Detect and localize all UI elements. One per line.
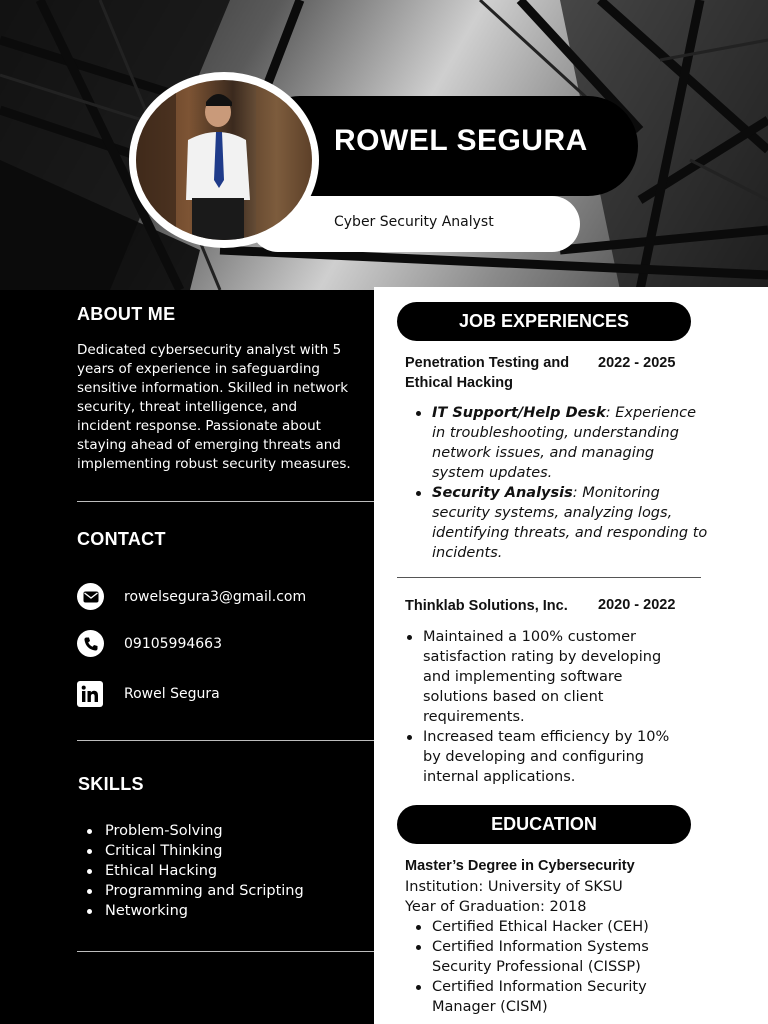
profile-photo <box>136 80 312 240</box>
list-item: Critical Thinking <box>85 841 304 861</box>
linkedin-icon <box>77 681 103 707</box>
education-heading: EDUCATION <box>491 814 597 834</box>
list-item: IT Support/Help Desk: Experience in troubleshooting, understanding network issues, and managing system updates. <box>414 403 709 483</box>
job-1-years: 2022 - 2025 <box>598 355 676 371</box>
skills-heading: SKILLS <box>78 774 144 794</box>
contact-phone-row[interactable] <box>77 630 222 657</box>
person-silhouette-icon <box>136 80 312 240</box>
job-2-years: 2020 - 2022 <box>598 597 676 613</box>
education-institution: Institution: University of SKSU <box>405 879 623 895</box>
divider <box>397 577 701 578</box>
job-1-bullets <box>414 403 709 563</box>
about-heading: ABOUT ME <box>77 304 176 324</box>
phone-icon <box>77 630 104 657</box>
job-2-title: Thinklab Solutions, Inc. <box>405 598 568 614</box>
list-item: Programming and Scripting <box>85 881 304 901</box>
job-experiences-heading: JOB EXPERIENCES <box>458 311 630 331</box>
list-item: Security Analysis: Monitoring security systems, analyzing logs, identifying threats, and responding to incidents. <box>414 483 709 563</box>
contact-email-row[interactable] <box>77 583 307 610</box>
certifications-list <box>414 917 694 1017</box>
list-item: Certified Ethical Hacker (CEH) <box>414 917 694 937</box>
divider <box>77 951 374 952</box>
candidate-job-title: Cyber Security Analyst <box>334 214 494 230</box>
list-item: Networking <box>85 901 304 921</box>
list-item: Problem-Solving <box>85 821 304 841</box>
contact-linkedin[interactable]: Rowel Segura <box>124 686 220 702</box>
divider <box>77 740 374 741</box>
contact-email[interactable]: rowelsegura3@gmail.com <box>124 588 307 605</box>
divider <box>77 501 374 502</box>
about-text: Dedicated cybersecurity analyst with 5 years of experience in safeguarding sensitive information. Skilled in network security, threat intelligence, and incident response. Passionate about staying ahead of emerging threats and implementing robust security measures. <box>77 342 351 472</box>
contact-phone[interactable]: 09105994663 <box>124 635 222 652</box>
education-degree: Master’s Degree in Cybersecurity <box>405 858 635 874</box>
candidate-name: ROWEL SEGURA <box>334 124 588 157</box>
contact-heading: CONTACT <box>77 529 166 549</box>
education-graduation-year: Year of Graduation: 2018 <box>405 899 587 915</box>
envelope-icon <box>77 583 104 610</box>
skills-list <box>85 821 304 921</box>
contact-linkedin-row[interactable] <box>77 681 220 707</box>
list-item: Increased team efficiency by 10% by developing and configuring internal applications. <box>405 727 687 787</box>
list-item: Maintained a 100% customer satisfaction rating by developing and implementing software solutions based on client requirements. <box>405 627 687 727</box>
job-experiences-heading-pill <box>397 302 691 341</box>
list-item: Certified Information Security Manager (CISM) <box>414 977 694 1017</box>
list-item: Certified Information Systems Security Professional (CISSP) <box>414 937 694 977</box>
education-heading-pill <box>397 805 691 844</box>
job-1-title: Penetration Testing and Ethical Hacking <box>405 355 570 391</box>
job-2-bullets <box>405 627 687 787</box>
list-item: Ethical Hacking <box>85 861 304 881</box>
